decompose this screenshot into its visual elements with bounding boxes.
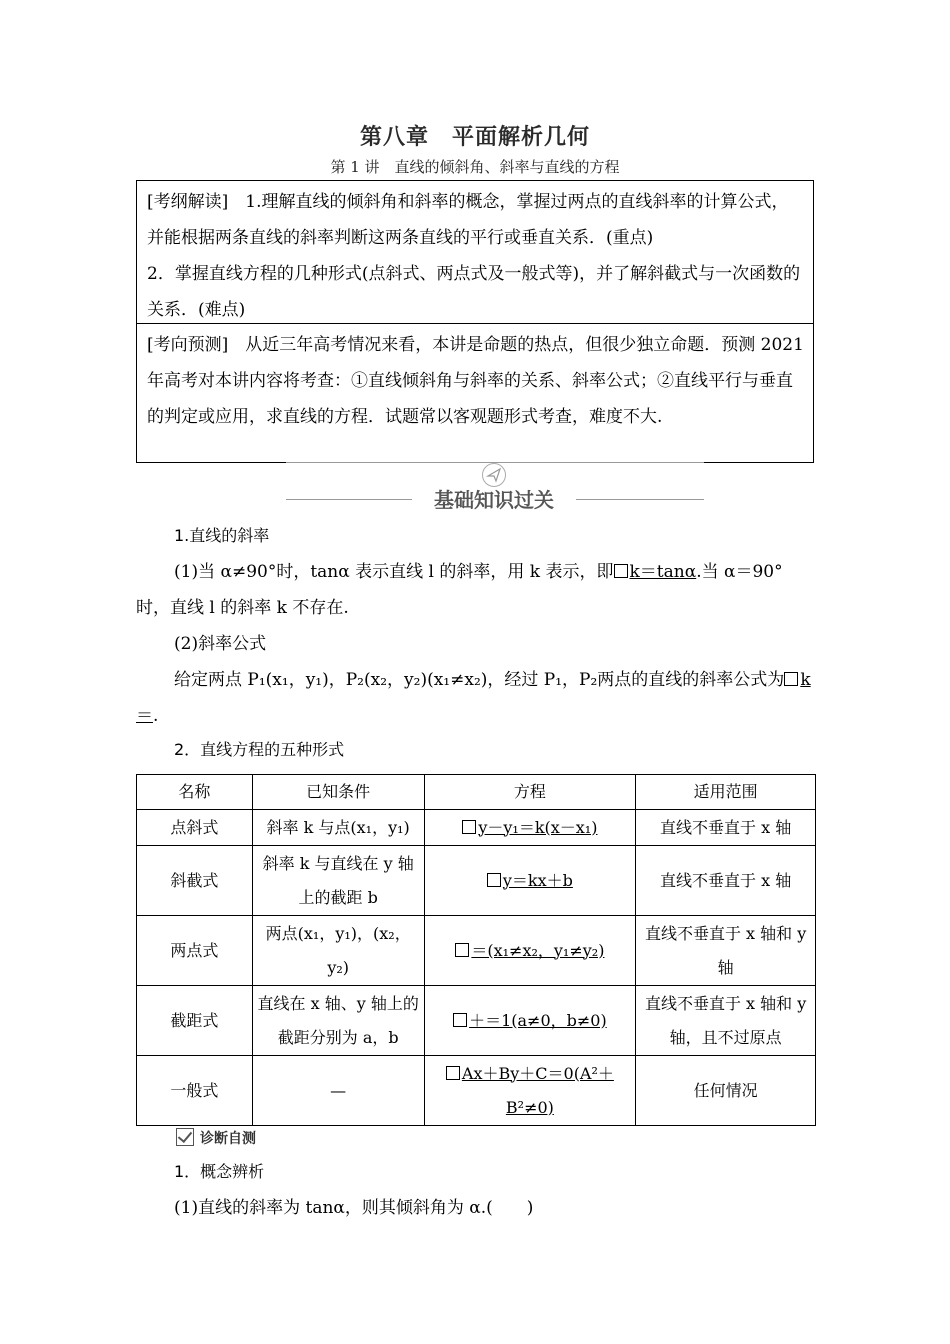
equation-text: y－y₁＝k(x－x₁): [478, 817, 598, 837]
banner-left-line: [286, 499, 412, 500]
form-equation: [424, 916, 636, 986]
chapter-title: 第八章 平面解析几何: [359, 125, 590, 150]
slope-formula-title: (2)斜率公式: [174, 634, 267, 654]
answer-box: [487, 873, 501, 887]
diagnosis-label-text: 诊断自测: [200, 1131, 256, 1147]
form-name: 一般式: [137, 1056, 253, 1126]
slope-formula-end: .: [153, 706, 159, 726]
form-equation: [424, 1056, 636, 1126]
slope-definition: [136, 554, 816, 626]
banner-label: 基础知识过关: [434, 488, 554, 512]
table-header: 已知条件: [252, 775, 424, 810]
checkmark-icon: [176, 1128, 194, 1146]
form-equation: [424, 810, 636, 846]
equation-text: ＋＝1(a≠0，b≠0): [469, 1010, 607, 1030]
form-condition: 直线在 x 轴、y 轴上的截距分别为 a，b: [252, 986, 424, 1056]
question-item: (1)直线的斜率为 tanα，则其倾斜角为 α.( ): [174, 1198, 534, 1218]
form-scope: 直线不垂直于 x 轴和 y 轴: [636, 916, 816, 986]
answer-box: [453, 1013, 467, 1027]
form-equation: [424, 846, 636, 916]
form-scope: 直线不垂直于 x 轴: [636, 846, 816, 916]
form-name: 两点式: [137, 916, 253, 986]
form-name: 截距式: [137, 986, 253, 1056]
exam-forecast-text: [考向预测] 从近三年高考情况来看，本讲是命题的热点，但很少独立命题．预测 2021 年高考对本讲内容将考查：①直线倾斜角与斜率的关系、斜率公式；②直线平行与垂直的判定或应用，求直线的方程．试题常以客观题形式考查，难度不大.: [147, 335, 804, 427]
diagnosis-section: [136, 1154, 816, 1226]
answer-box: [462, 820, 476, 834]
form-name: 斜截式: [137, 846, 253, 916]
form-condition: 斜率 k 与点(x₁，y₁): [252, 810, 424, 846]
slope-section: [136, 518, 816, 734]
table-row: [137, 846, 816, 916]
table-row: [137, 916, 816, 986]
section-banner: [136, 462, 814, 522]
exam-outline-box: [136, 180, 814, 324]
line-equation-forms-table: [136, 774, 816, 1126]
slope-def-answer: k＝tanα: [629, 562, 697, 582]
slope-heading: 1.直线的斜率: [174, 526, 270, 545]
equation-text: ＝(x₁≠x₂，y₁≠y₂): [471, 940, 605, 960]
equation-text: y＝kx＋b: [502, 870, 573, 890]
slope-formula-text: 给定两点 P₁(x₁，y₁)，P₂(x₂，y₂)(x₁≠x₂)，经过 P₁，P₂两点的直线的斜率公式为: [174, 670, 785, 690]
answer-box: [614, 564, 628, 578]
form-equation: [424, 986, 636, 1056]
table-header: 名称: [137, 775, 253, 810]
banner-right-line: [576, 499, 704, 500]
form-scope: 直线不垂直于 x 轴和 y 轴，且不过原点: [636, 986, 816, 1056]
table-header-row: [137, 775, 816, 810]
forms-heading: [136, 732, 816, 768]
forms-heading-text: 2．直线方程的五种形式: [174, 740, 345, 759]
slope-def-part-2: .当 α＝90°时，直线 l 的斜率 k 不存在.: [136, 562, 783, 618]
form-condition: 斜率 k 与直线在 y 轴上的截距 b: [252, 846, 424, 916]
table-row: [137, 986, 816, 1056]
form-condition: 两点(x₁，y₁)，(x₂，y₂): [252, 916, 424, 986]
answer-box: [455, 943, 469, 957]
diagnosis-label: [176, 1128, 256, 1148]
section-title: 第 1 讲 直线的倾斜角、斜率与直线的方程: [330, 158, 620, 176]
slope-formula: [136, 662, 816, 734]
table-row: [137, 810, 816, 846]
exam-forecast-box: [136, 324, 814, 463]
form-scope: 直线不垂直于 x 轴: [636, 810, 816, 846]
exam-outline-text-2: 2．掌握直线方程的几种形式(点斜式、两点式及一般式等)，并了解斜截式与一次函数的关系．(难点): [147, 264, 801, 320]
form-scope: 任何情况: [636, 1056, 816, 1126]
table-header: 方程: [424, 775, 636, 810]
slope-def-part-1: (1)当 α≠90°时，tanα 表示直线 l 的斜率，用 k 表示，即: [174, 562, 614, 582]
table-header: 适用范围: [636, 775, 816, 810]
slope-formula-answer: k＝: [136, 670, 811, 726]
exam-outline-text-1: [考纲解读] 1.理解直线的倾斜角和斜率的概念，掌握过两点的直线斜率的计算公式，并能根据两条直线的斜率判断这两条直线的平行或垂直关系．(重点): [147, 192, 789, 248]
question-heading: 1．概念辨析: [174, 1162, 265, 1181]
answer-box: [784, 672, 798, 686]
answer-box: [446, 1066, 460, 1080]
equation-text: Ax＋By＋C＝0(A²＋B²≠0): [461, 1063, 614, 1117]
form-name: 点斜式: [137, 810, 253, 846]
form-condition: —: [252, 1056, 424, 1126]
table-row: [137, 1056, 816, 1126]
